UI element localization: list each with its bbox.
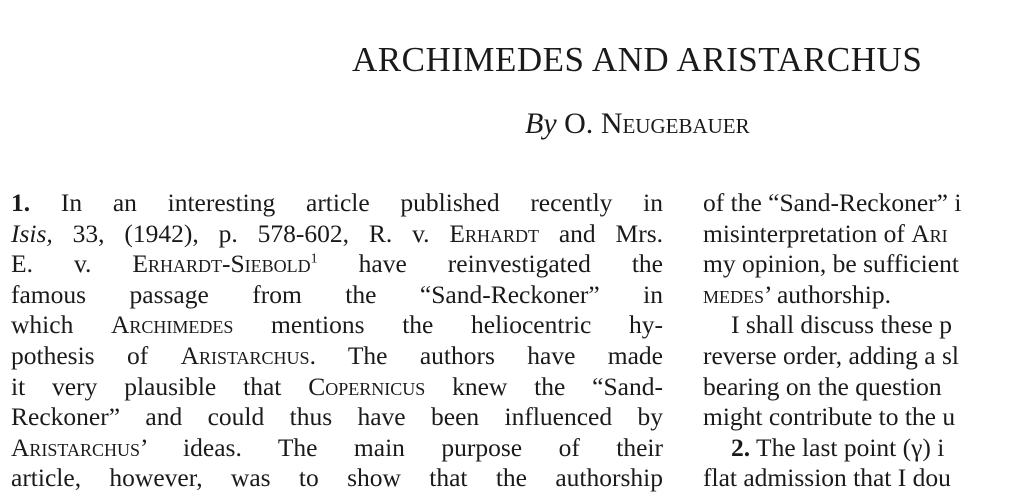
left-column-line: [11, 280, 663, 311]
left-column-text-span: article, however, was to show that the authorship: [11, 463, 663, 493]
right-text-column: [703, 188, 1022, 494]
right-column-line: [703, 341, 1022, 372]
right-column-text-span: flat admission that I dou: [703, 463, 951, 493]
byline-by: By: [525, 107, 557, 140]
left-column-text-span: which: [11, 310, 111, 340]
right-column-line: [703, 188, 1022, 219]
right-column-text-span: 2.: [731, 432, 751, 462]
left-column-text-span: famous passage from the “Sand-Reckoner” in: [11, 279, 663, 309]
left-column-line: [11, 402, 663, 433]
left-column-text-span: Aristarchus: [11, 432, 140, 462]
left-column-text-span: Erhardt-Siebold: [132, 249, 311, 279]
left-column-line: [11, 219, 663, 250]
left-column-text-span: E. v.: [11, 249, 133, 279]
right-column-line: [703, 463, 1022, 494]
left-column-line: [11, 341, 663, 372]
article-byline: [525, 104, 750, 144]
left-column-text-span: pothesis of: [11, 340, 181, 370]
right-column-line: [703, 249, 1022, 280]
right-column-text-span: my opinion, be sufficient: [703, 249, 959, 279]
right-column-text-span: of the “Sand-Reckoner” i: [703, 188, 962, 217]
article-title: ARCHIMEDES AND ARISTARCHUS: [352, 40, 923, 79]
left-column-text-span: In an interesting article published recently in: [30, 188, 663, 217]
left-column-text-span: Reckoner” and could thus have been influenced by: [11, 402, 663, 432]
left-column-text-span: 33, (1942), p. 578-602, R. v.: [52, 218, 450, 248]
left-column-text-span: Archimedes: [110, 310, 234, 340]
left-column-text-span: Isis,: [11, 218, 53, 248]
left-column-text-span: . The authors have made: [309, 340, 664, 370]
left-column-line: [11, 463, 663, 494]
left-column-text-span: it very plausible that: [11, 371, 309, 401]
left-column-line: [11, 249, 663, 280]
left-column-text-span: 1: [310, 251, 318, 267]
byline-author-initial: O.: [564, 107, 594, 140]
right-column-text-span: Ari: [911, 218, 948, 248]
left-column-line: [11, 310, 663, 341]
right-column-line: [703, 310, 1022, 341]
left-column-text-span: Erhardt: [449, 218, 539, 248]
left-column-text-span: Copernicus: [308, 371, 426, 401]
left-column-line: [11, 372, 663, 403]
right-column-text-span: ’ authorship.: [764, 279, 892, 309]
right-column-text-span: I shall discuss these p: [731, 310, 952, 340]
left-column-text-span: and Mrs.: [539, 218, 663, 248]
right-column-text-span: might contribute to the u: [703, 402, 956, 432]
left-column-line: [11, 188, 663, 219]
right-column-text-span: The last point (γ) i: [750, 432, 945, 462]
left-column-line: [11, 433, 663, 464]
left-column-text-span: ’ ideas. The main purpose of their: [140, 432, 663, 462]
right-column-line: [703, 433, 1022, 464]
right-column-line: [703, 219, 1022, 250]
right-column-line: [703, 280, 1022, 311]
right-column-line: [703, 402, 1022, 433]
left-column-text-span: 1.: [11, 188, 31, 217]
left-text-column: [11, 188, 663, 494]
left-column-text-span: Aristarchus: [180, 340, 310, 370]
left-column-text-span: knew the “Sand-: [425, 371, 663, 401]
left-column-text-span: mentions the heliocentric hy-: [233, 310, 663, 340]
right-column-text-span: bearing on the question: [703, 371, 942, 401]
right-column-text-span: reverse order, adding a sl: [703, 340, 959, 370]
left-column-text-span: have reinvestigated the: [317, 249, 663, 279]
right-column-line: [703, 372, 1022, 403]
right-column-text-span: misinterpretation of: [703, 218, 912, 248]
byline-author-name: Neugebauer: [600, 107, 750, 140]
right-column-text-span: medes: [703, 279, 765, 309]
